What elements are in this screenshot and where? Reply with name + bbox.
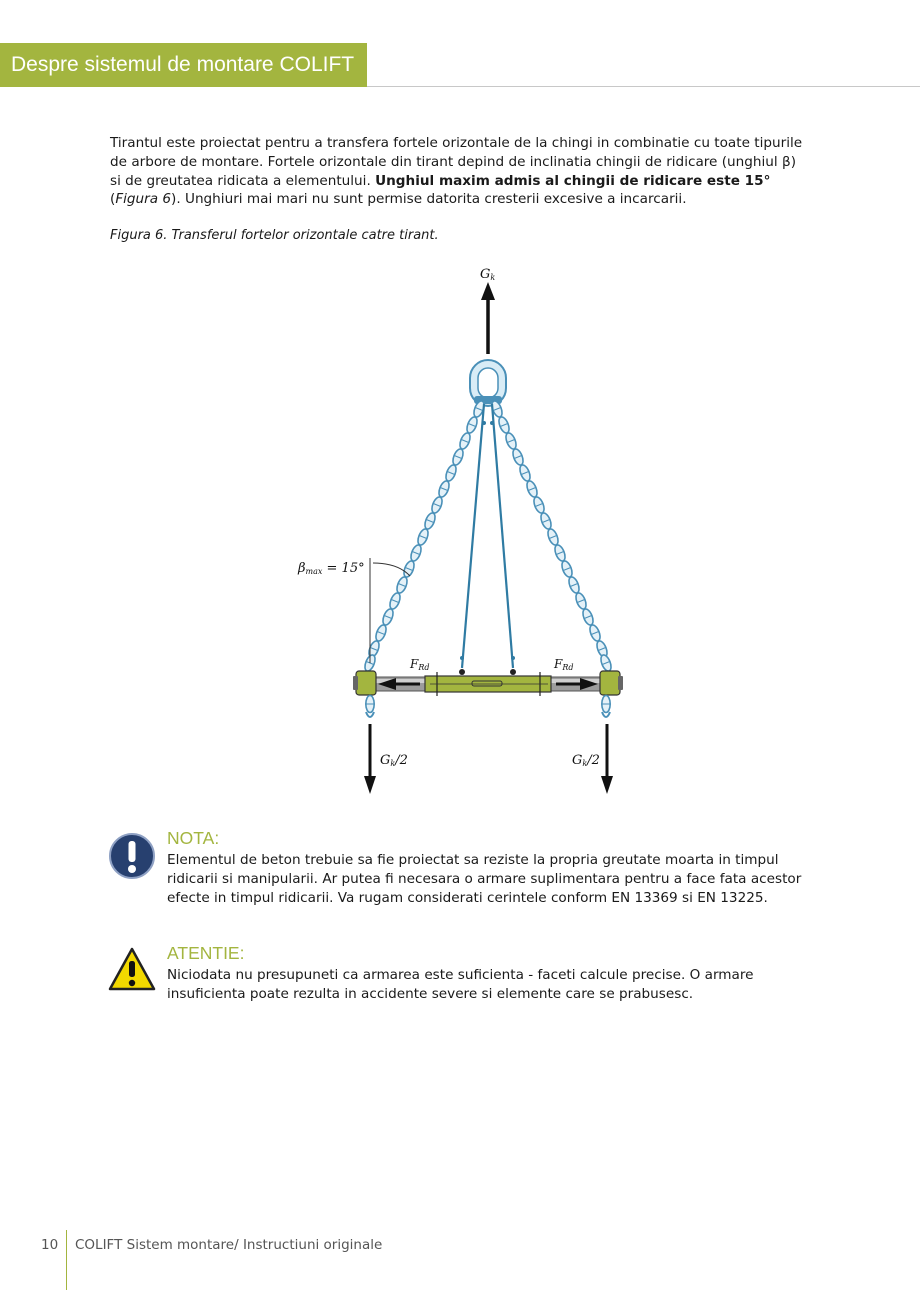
figure-caption: Figura 6. Transferul fortelor orizontale catre tirant. (110, 228, 439, 243)
frd-label-right: FRd (554, 657, 574, 672)
left-chain-sling (363, 400, 486, 673)
lifting-diagram (280, 258, 640, 803)
frd-label-left: FRd (410, 657, 430, 672)
exclamation-icon (108, 832, 156, 880)
section-header: Despre sistemul de montare COLIFT (0, 43, 367, 87)
figure-reference: Figura 6 (115, 191, 172, 208)
nota-title: NOTA: (167, 828, 220, 848)
master-link (470, 360, 506, 406)
gk-arrowhead (481, 282, 495, 300)
half-load-label-left: Gk/2 (380, 753, 408, 768)
half-load-label-right: Gk/2 (572, 753, 600, 768)
half-load-arrowhead-right (601, 776, 613, 794)
intro-text-2: ( (110, 191, 116, 208)
nota-text: Elementul de beton trebuie sa fie proiectat sa reziste la propria greutate moarta in timpul ridicarii si manipularii. Ar putea fi necesara o armare suplimentara pentru a face fata acestor efecte in timpul ridicarii. Va rugam considerati cerintele conform EN 13369 si EN 13225. (167, 852, 802, 906)
right-chain-sling (490, 400, 613, 673)
warning-icon (108, 947, 156, 995)
footer-text: COLIFT Sistem montare/ Instructiuni originale (75, 1237, 383, 1253)
intro-text-1: Tirantul este proiectat pentru a transfera fortele orizontale de la chingi in combinatie cu toate tipurile de arbore de montare. Fortele orizontale din tirant depind de inclinatia chingii de ridicare (unghiul β) si de greutatea ridicata a elementului. (110, 135, 803, 189)
header-rule (367, 86, 920, 87)
gk-label: Gk (480, 267, 496, 282)
atentie-title: ATENTIE: (167, 943, 245, 963)
beta-label: βmax = 15° (298, 561, 365, 576)
intro-text-3: ). Unghiuri mai mari nu sunt permise datorita cresterii excesive a incarcarii. (171, 191, 687, 208)
intro-paragraph (110, 134, 805, 209)
page-number: 10 (41, 1237, 59, 1253)
half-load-arrowhead-left (364, 776, 376, 794)
intro-bold-text: Unghiul maxim admis al chingii de ridicare este 15° (375, 172, 771, 189)
footer-rule (66, 1230, 67, 1290)
atentie-text: Niciodata nu presupuneti ca armarea este suficienta - faceti calcule precise. O armare insuficienta poate rezulta in accidente severe si elemente care se prabusesc. (167, 967, 754, 1002)
